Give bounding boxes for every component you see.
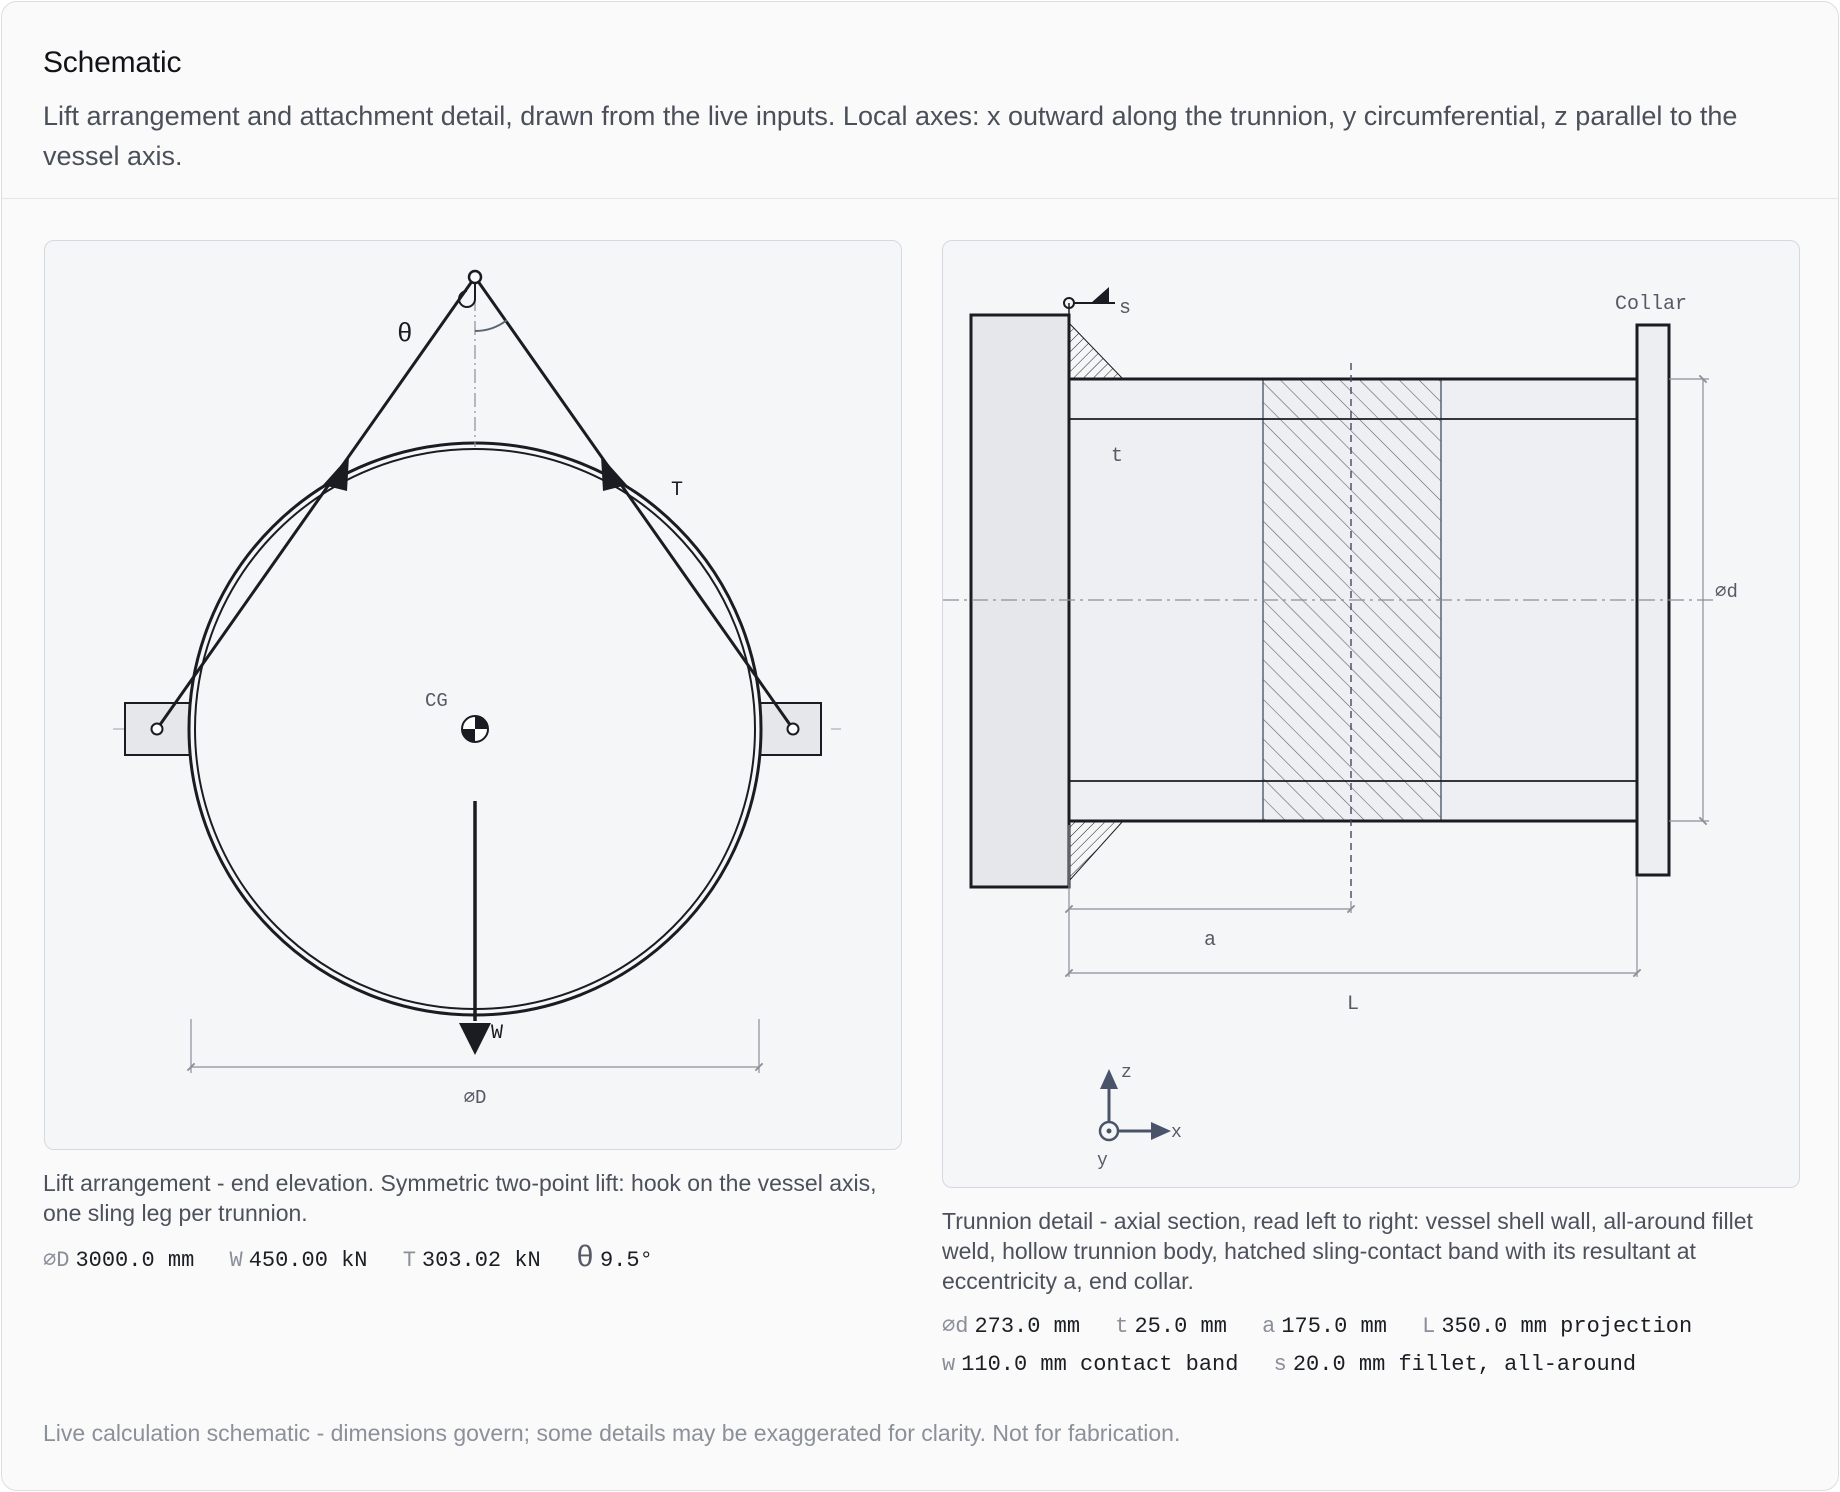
axis-x-label: x: [1171, 1123, 1182, 1143]
axis-z-label: z: [1121, 1063, 1132, 1083]
value-outer-diameter: ⌀D 3000.0 mm: [43, 1248, 195, 1273]
eccentricity-label: a: [1203, 929, 1217, 952]
right-pin-point: [788, 724, 799, 735]
local-axes-triad-icon: [1100, 1069, 1171, 1140]
weight-arrow-head: [459, 1023, 491, 1055]
length-label: L: [1346, 993, 1360, 1016]
lift-arrangement-panel: [44, 240, 902, 1150]
right-tension-arrow: [601, 456, 627, 491]
diameter-label: ⌀D: [463, 1087, 487, 1109]
value-sling-angle: θ 9.5°: [575, 1242, 653, 1276]
fillet-weld-top: [1069, 323, 1123, 379]
theta-label: θ: [397, 319, 413, 349]
fillet-weld-bottom: [1069, 821, 1123, 881]
trunnion-detail-caption: Trunnion detail - axial section, read left to right: vessel shell wall, all-around fillet weld, hollow trunnion body, hatched sling-contact band with its resultant at eccentricity a, end collar.: [942, 1208, 1753, 1294]
schematic-card: [1, 1, 1839, 1491]
lift-arrangement-caption: Lift arrangement - end elevation. Symmetric two-point lift: hook on the vessel axis, one sling leg per trunnion.: [43, 1170, 877, 1226]
trunnion-values-row-1: [942, 1308, 1714, 1346]
value-fillet-size: s 20.0 mm fillet, all-around: [1273, 1352, 1637, 1377]
trunnion-detail-drawing: [943, 241, 1799, 1187]
value-bore-diameter: ⌀d 273.0 mm: [942, 1314, 1081, 1339]
lift-arrangement-values: [43, 1240, 675, 1280]
collar-label: Collar: [1615, 293, 1688, 316]
vessel-shell-wall: [971, 315, 1069, 887]
value-tension: T 303.02 kN: [402, 1248, 541, 1273]
sling-angle-arc: [475, 320, 507, 331]
value-contact-band: w 110.0 mm contact band: [942, 1352, 1239, 1377]
left-pin-point: [152, 724, 163, 735]
fillet-label: s: [1119, 297, 1132, 320]
value-wall-thickness: t 25.0 mm: [1115, 1314, 1227, 1339]
trunnion-detail-panel: [942, 240, 1800, 1188]
value-projection: L 350.0 mm projection: [1422, 1314, 1693, 1339]
wall-thickness-label: t: [1111, 445, 1124, 468]
page-description: Lift arrangement and attachment detail, drawn from the live inputs. Local axes: x outward along the trunnion, y circumferential, z parallel to the vessel axis.: [43, 101, 1738, 171]
trunnion-values-row-2: [942, 1346, 1658, 1384]
bore-diameter-label: ⌀d: [1715, 581, 1738, 603]
tension-label: T: [671, 479, 684, 502]
left-tension-arrow: [323, 456, 349, 491]
cg-symbol-icon: [462, 716, 488, 742]
cg-label: CG: [425, 690, 448, 712]
page-title: Schematic: [43, 46, 182, 79]
hook-point: [469, 271, 481, 283]
card-header: [2, 2, 1838, 199]
value-weight: W 450.00 kN: [229, 1248, 368, 1273]
lift-arrangement-drawing: [45, 241, 901, 1149]
weight-label: W: [491, 1022, 504, 1045]
value-eccentricity: a 175.0 mm: [1262, 1314, 1387, 1339]
disclaimer-footer: Live calculation schematic - dimensions govern; some details may be exaggerated for clarity. Not for fabrication.: [43, 1420, 1181, 1446]
fillet-weld-symbol-icon: [1091, 287, 1109, 303]
axis-y-label: y: [1097, 1151, 1108, 1171]
